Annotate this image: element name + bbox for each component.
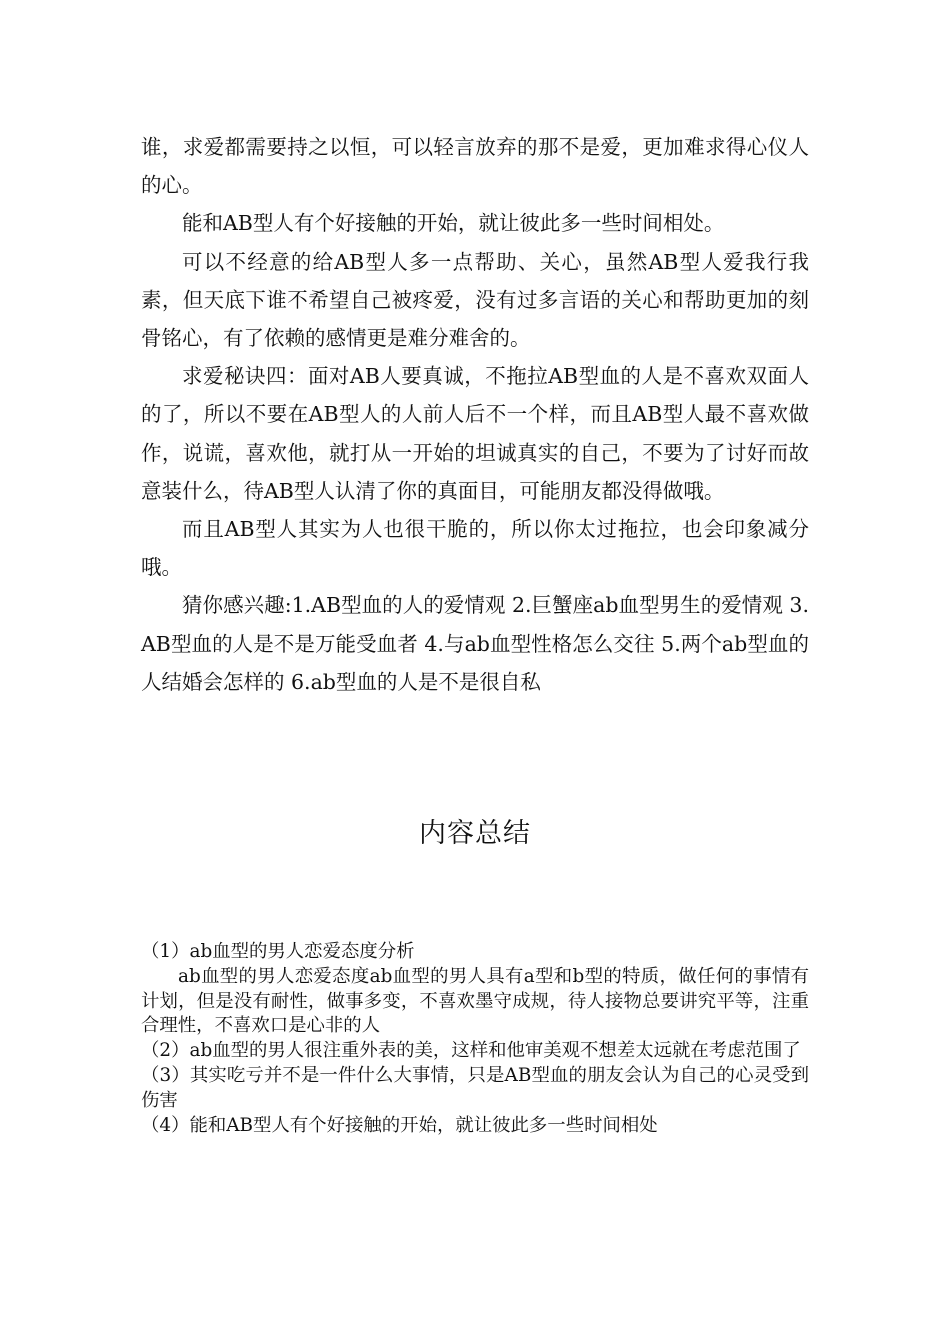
summary-title: 内容总结 [419,818,531,849]
paragraph-continuation: 谁，求爱都需要持之以恒，可以轻言放弃的那不是爱，更加难求得心仪人的心。 [141,135,809,198]
paragraph: 而且AB型人其实为人也很干脆的，所以你太过拖拉，也会印象减分哦。 [141,517,809,580]
paragraph: 求爱秘诀四：面对AB人要真诚，不拖拉AB型血的人是不喜欢双面人的了，所以不要在AB型人的人前人后不一个样，而且AB型人最不喜欢做作，说谎，喜欢他，就打从一开始的坦诚真实的自己，不要为了讨好而故意装什么，待AB型人认清了你的真面目，可能朋友都没得做哦。 [141,364,809,503]
summary-item: （2）ab血型的男人很注重外表的美，这样和他审美观不想差太远就在考虑范围了 [141,1040,801,1062]
summary-item: ab血型的男人恋爱态度ab血型的男人具有a型和b型的特质，做任何的事情有计划，但是没有耐性，做事多变，不喜欢墨守成规，待人接物总要讲究平等，注重合理性，不喜欢口是心非的人 [141,965,809,1037]
summary-item: （1）ab血型的男人恋爱态度分析 [141,941,415,962]
summary-item: （4）能和AB型人有个好接触的开始，就让彼此多一些时间相处 [141,1114,658,1136]
paragraph: 能和AB型人有个好接触的开始，就让彼此多一些时间相处。 [182,211,725,236]
paragraph: 可以不经意的给AB型人多一点帮助、关心，虽然AB型人爱我行我素，但天底下谁不希望自己被疼爱，没有过多言语的关心和帮助更加的刻骨铭心，有了依赖的感情更是难分难舍的。 [141,249,809,351]
related-links-paragraph: 猜你感兴趣:1.AB型血的人的爱情观 2.巨蟹座ab血型男生的爱情观 3.AB型血的人是不是万能受血者 4.与ab血型性格怎么交往 5.两个ab型血的人结婚会怎样的 6.ab型血的人是不是很自私 [141,593,809,694]
document-body [141,128,809,701]
summary-section [141,940,809,1138]
summary-item: （3）其实吃亏并不是一件什么大事情，只是AB型血的朋友会认为自己的心灵受到伤害 [141,1064,809,1111]
